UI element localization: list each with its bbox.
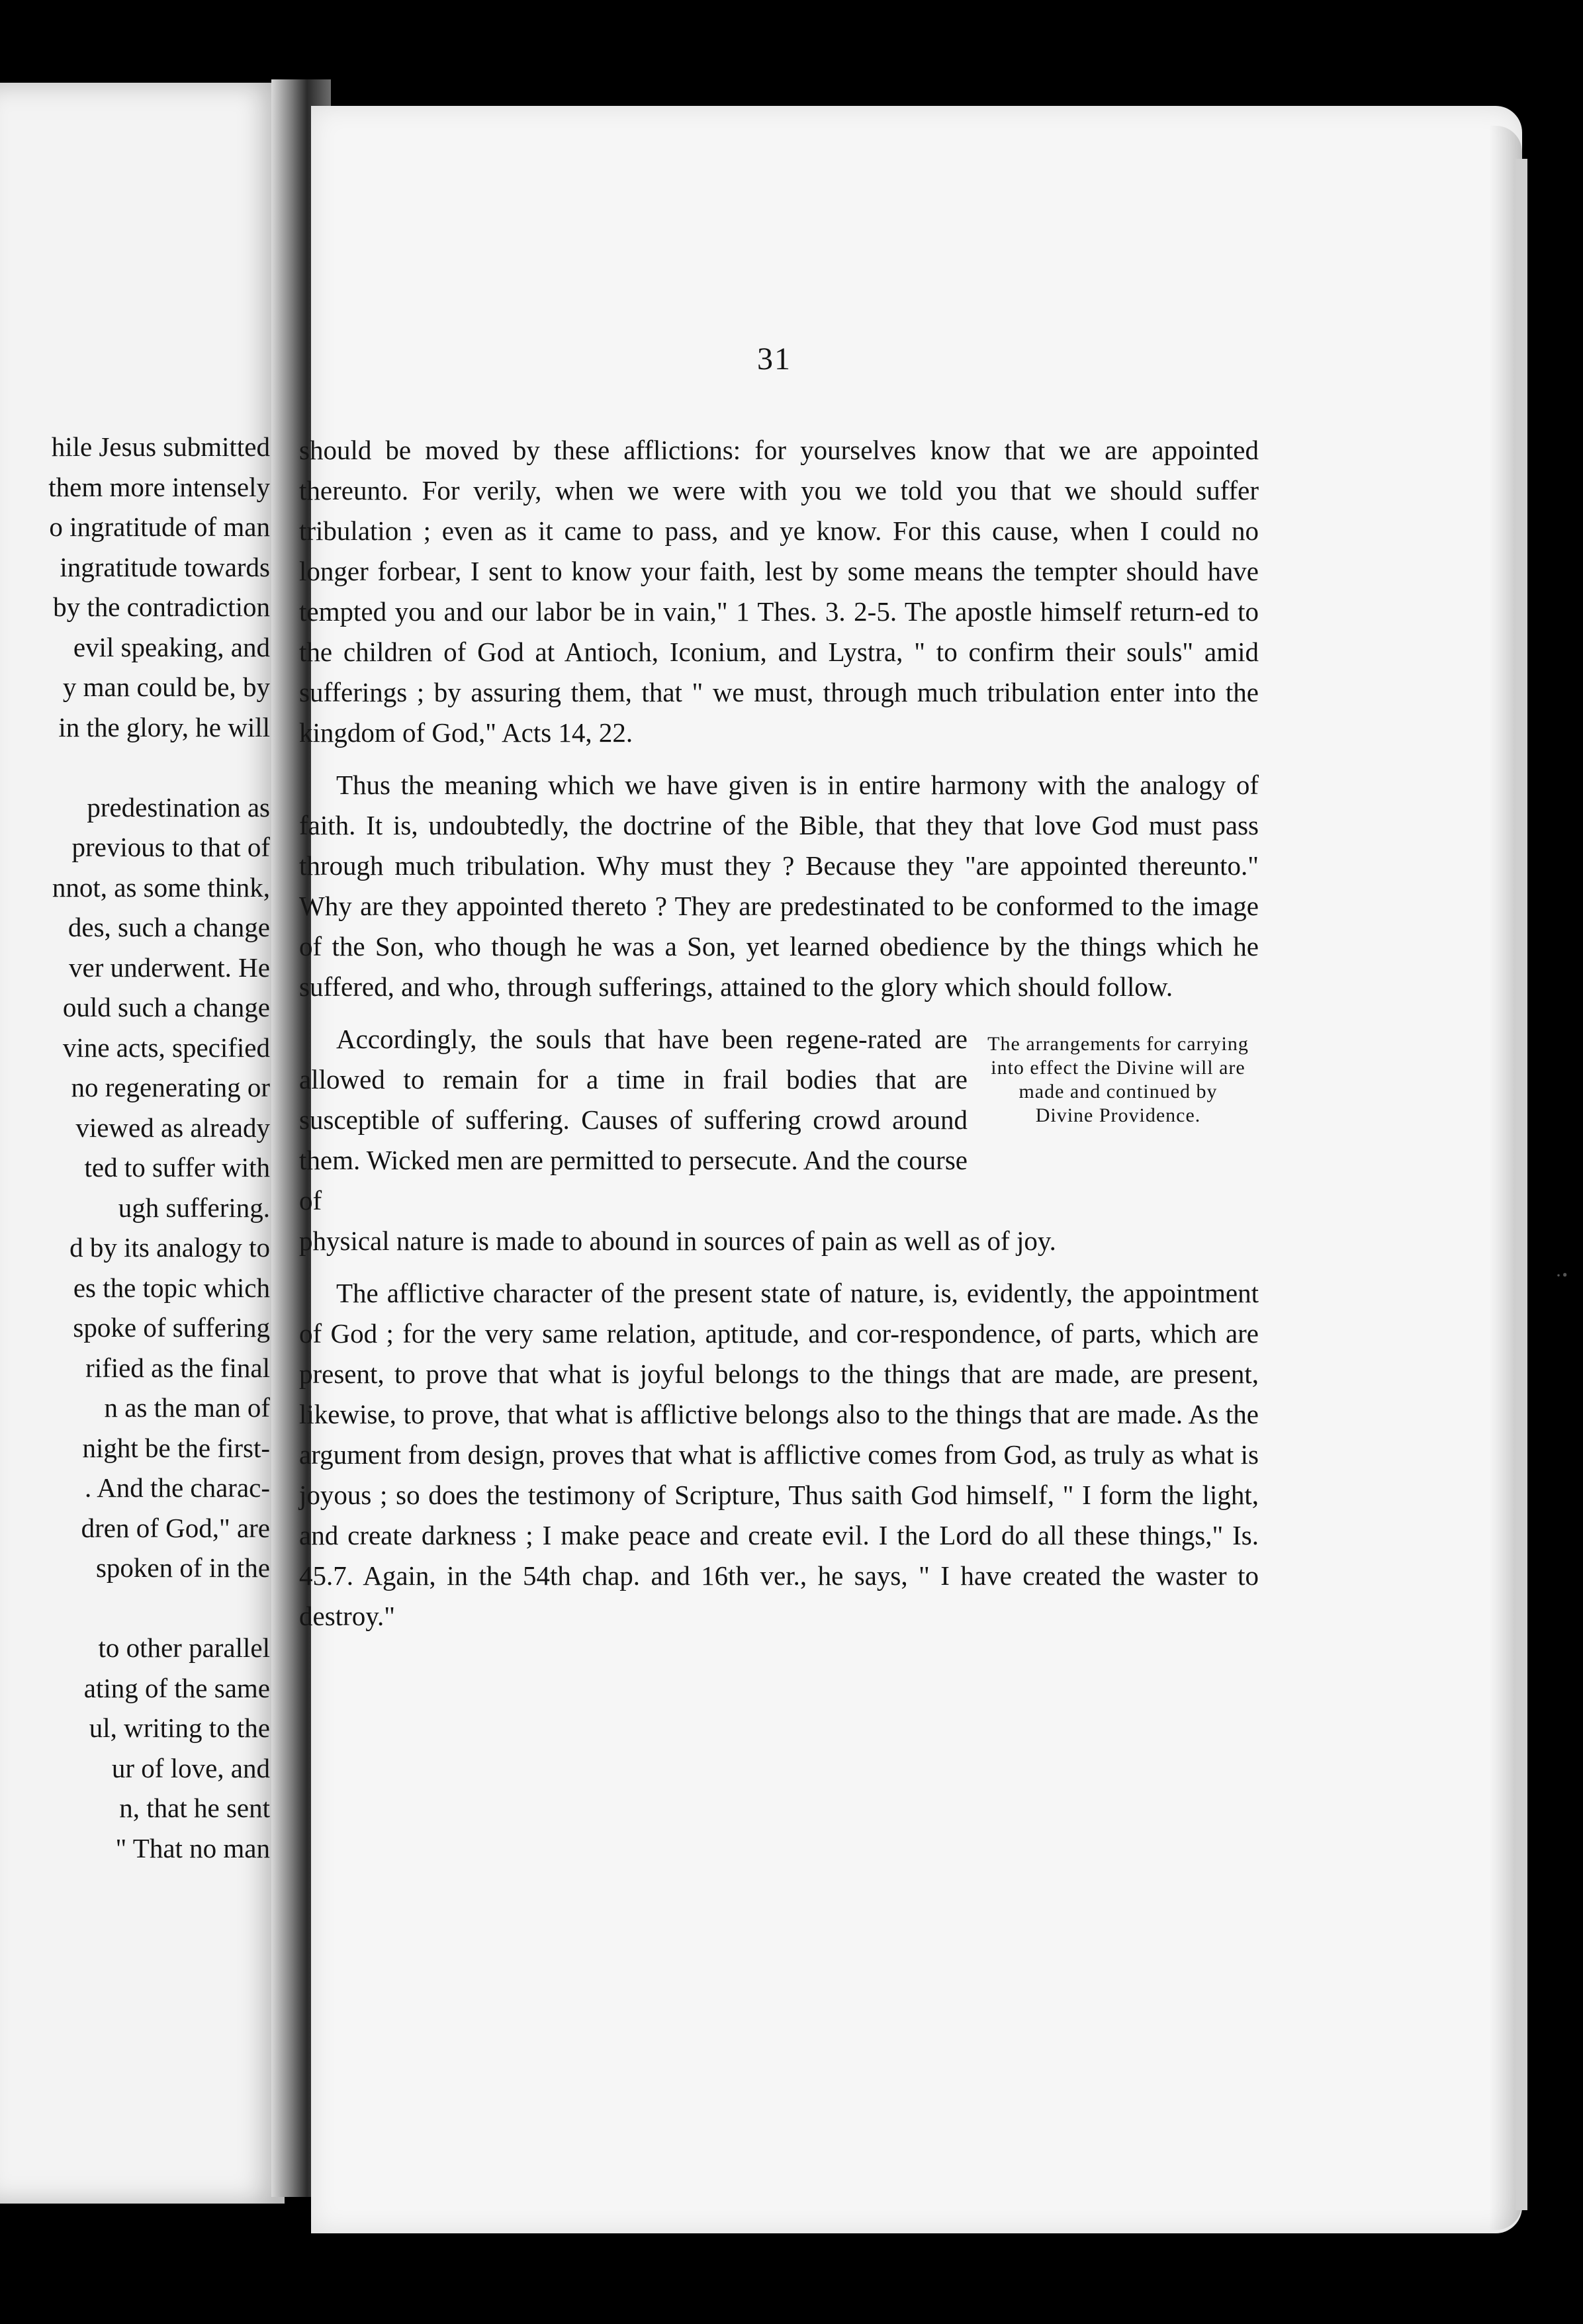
left-page-line: ating of the same [83,1672,270,1703]
left-page-line: ingratitude towards [60,551,270,582]
left-page-line: in the glory, he will [58,711,270,742]
left-page-line: o ingratitude of man [49,512,270,542]
left-page-line: ul, writing to the [89,1713,270,1743]
paragraph-2: Thus the meaning which we have given is in entire harmony with the analogy of faith. It is, undoubtedly, the doctrine of the Bible, that they that love God must pass through much tribulation. Why must they ? Because they "are appointed thereunto." Why are they appointed thereto ? They are predestinated to be conformed to the image of the Son, who though he was a Son, yet learned obedience by the things which he suffered, and who, through sufferings, attained to the glory which should follow. [299,770,1259,1002]
right-page-body [299,430,1259,1636]
left-page-line: des, such a change [68,912,270,942]
left-page-line: no regenerating or [71,1072,270,1102]
left-page-line: . And the charac- [84,1472,270,1503]
left-page-line: rified as the final [85,1352,270,1383]
left-page-line: n as the man of [104,1392,270,1423]
left-page-line: hile Jesus submitted [51,431,270,462]
left-page-line: vine acts, specified [62,1032,270,1063]
left-page-text-fragments [0,427,270,2147]
left-page-line: " That no man [115,1832,270,1863]
left-page-line: d by its analogy to [69,1232,270,1263]
left-page-line: viewed as already [75,1112,270,1143]
left-page-line: them more intensely [48,471,270,502]
left-page-line: spoken of in the [95,1552,270,1583]
left-page-line: previous to that of [71,832,270,862]
paragraph-1: should be moved by these afflictions: for yourselves know that we are appointed thereunto. For verily, when we were with you we told you that we should suffer tribulation ; even as it came to pass, and ye know. For this cause, when I could no longer forbear, I sent to know your faith, lest by some means the tempter should have tempted you and our labor be in vain," 1 Thes. 3. 2-5. The apostle himself return-ed to the children of God at Antioch, Iconium, and Lystra, " to confirm their souls" amid sufferings ; by assuring them, that " we must, through much tribulation enter into the kingdom of God," Acts 14, 22. [299,435,1259,748]
left-page-line: ould such a change [62,992,270,1022]
left-page-line: spoke of suffering [73,1312,270,1343]
page-right-edge [1515,159,1527,2210]
left-page-line: evil speaking, and [73,631,270,662]
left-page-line: ver underwent. He [69,952,270,983]
paragraph-4: The afflictive character of the present state of nature, is, evidently, the appointment of God ; for the very same relation, aptitude, and cor-respondence, of parts, which are present, to prove that what is joyful belongs to the things that are made, are present, likewise, to prove, that what is afflictive belongs also to the things that are made. As the argument from design, proves that what is afflictive comes from God, as truly as what is joyous ; so does the testimony of Scripture, Thus saith God himself, " I form the light, and create darkness ; I make peace and create evil. I the Lord do all these things," Is. 45.7. Again, in the 54th chap. and 16th ver., he says, " I have created the waster to destroy." [299,1278,1259,1631]
left-page-line: ugh suffering. [118,1192,270,1223]
margin-note: The arrangements for carrying into effect the Divine will are made and continued by Divine Providence. [987,1033,1249,1126]
paragraph-3-end: physical nature is made to abound in sources of pain as well as of joy. [299,1226,1056,1256]
left-page-line: es the topic which [73,1272,270,1303]
left-page-line: night be the first- [82,1432,270,1463]
paragraph-3-block [299,1019,1259,1221]
left-page-line: nnot, as some think, [52,871,270,903]
paragraph-3: Accordingly, the souls that have been regene-rated are allowed to remain for a time in frail bodies that are susceptible of suffering. Causes of suffering crowd around them. Wicked men are permitted to persecute. And the course of [299,1024,968,1216]
left-page-line: by the contradiction [53,592,270,622]
stray-ink-mark: ·ꞏ [1555,1265,1568,1286]
left-page-line: ted to suffer with [84,1152,270,1183]
left-page-line: n, that he sent [119,1793,270,1823]
left-page-line: predestination as [87,791,270,823]
left-page-line: ur of love, and [111,1752,270,1783]
page-number: 31 [757,341,792,377]
left-page-line: y man could be, by [62,672,270,702]
left-page-line: dren of God," are [81,1512,270,1543]
left-page-line: to other parallel [98,1632,270,1663]
